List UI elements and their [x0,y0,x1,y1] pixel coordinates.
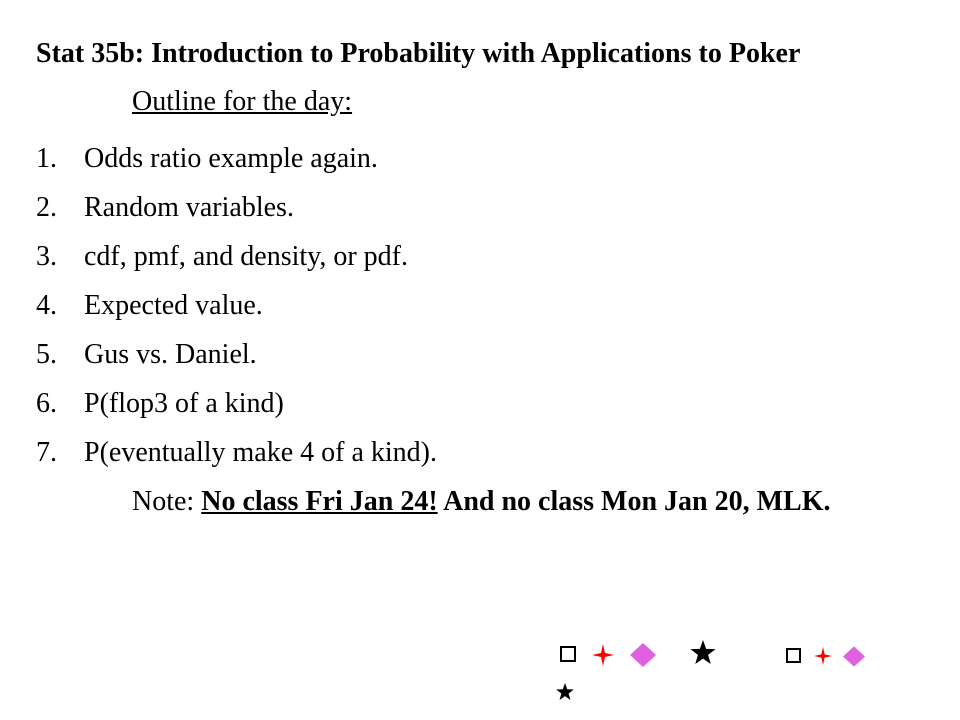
list-item [36,428,437,477]
list-item-number: 5. [36,339,57,370]
list-item-number: 4. [36,290,57,321]
list-item [36,379,437,428]
note-cancelled-class: No class Fri Jan 24! [201,486,438,517]
list-item [36,183,437,232]
note-prefix: Note: [132,486,202,517]
list-item-number: 6. [36,388,57,419]
list-item-text: Expected value. [84,290,263,321]
list-item-text: Odds ratio example again. [84,143,378,174]
list-item-text: P(flop3 of a kind) [84,388,284,419]
star-icon [690,640,716,664]
list-item [36,232,437,281]
class-note [132,486,831,518]
list-item-number: 2. [36,192,57,223]
four-point-star-icon [592,644,614,666]
list-item-text: cdf, pmf, and density, or pdf. [84,241,408,272]
list-item [36,330,437,379]
square-outline-icon [560,646,576,662]
diamond-icon [843,646,865,667]
note-holiday: And no class Mon Jan 20, MLK. [437,486,831,517]
list-item-number: 1. [36,143,57,174]
list-item [36,134,437,183]
outline-heading: Outline for the day: [132,86,353,117]
four-point-star-icon [814,647,832,665]
list-item [36,281,437,330]
diamond-icon [630,643,656,667]
list-item-text: Gus vs. Daniel. [84,339,257,370]
list-item-text: P(eventually make 4 of a kind). [84,437,438,468]
list-item-text: Random variables. [84,192,294,223]
star-icon [556,683,574,700]
list-item-number: 3. [36,241,57,272]
outline-list [36,134,437,477]
slide-title: Stat 35b: Introduction to Probability with Applications to Poker [36,38,801,69]
list-item-number: 7. [36,437,57,468]
square-outline-icon [786,648,801,663]
